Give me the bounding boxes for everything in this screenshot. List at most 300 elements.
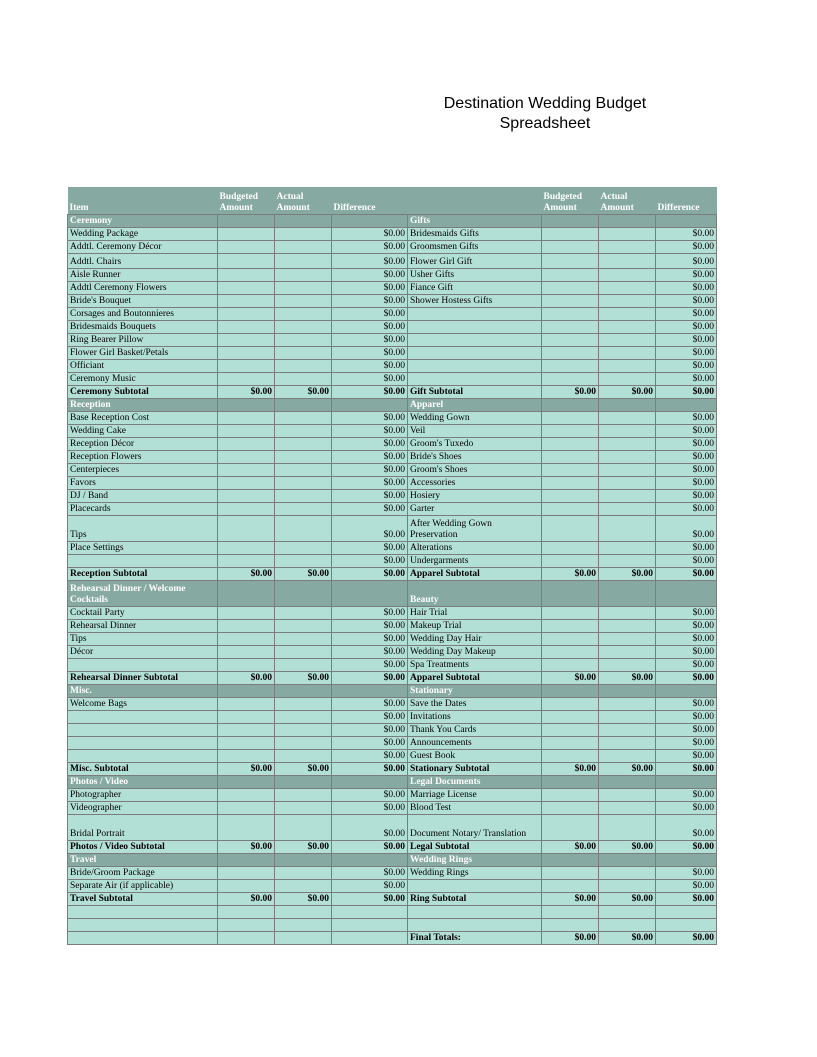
actual-cell[interactable]: $0.00 — [275, 568, 332, 581]
difference-cell[interactable]: $0.00 — [656, 789, 717, 802]
difference-cell[interactable] — [656, 919, 717, 932]
budgeted-cell[interactable] — [542, 698, 599, 711]
difference-cell[interactable]: $0.00 — [656, 893, 717, 906]
difference-cell[interactable]: $0.00 — [656, 607, 717, 620]
difference-cell[interactable] — [332, 685, 408, 698]
budgeted-cell[interactable]: $0.00 — [218, 763, 275, 776]
actual-cell[interactable] — [275, 750, 332, 763]
actual-cell[interactable] — [599, 321, 656, 334]
item-label-cell[interactable] — [408, 347, 542, 360]
actual-cell[interactable] — [599, 228, 656, 241]
difference-cell[interactable]: $0.00 — [656, 802, 717, 815]
budgeted-cell[interactable] — [542, 334, 599, 347]
difference-cell[interactable]: $0.00 — [332, 542, 408, 555]
actual-cell[interactable] — [275, 334, 332, 347]
item-label-cell[interactable]: Makeup Trial — [408, 620, 542, 633]
budgeted-cell[interactable] — [218, 241, 275, 254]
difference-cell[interactable]: $0.00 — [332, 724, 408, 737]
difference-cell[interactable]: $0.00 — [656, 438, 717, 451]
item-label-cell[interactable]: Undergarments — [408, 555, 542, 568]
actual-cell[interactable] — [599, 854, 656, 867]
actual-cell[interactable] — [275, 646, 332, 659]
actual-cell[interactable] — [599, 451, 656, 464]
actual-cell[interactable] — [599, 542, 656, 555]
actual-cell[interactable] — [275, 347, 332, 360]
budgeted-cell[interactable] — [542, 321, 599, 334]
actual-cell[interactable] — [599, 490, 656, 503]
difference-cell[interactable]: $0.00 — [656, 295, 717, 308]
difference-cell[interactable]: $0.00 — [332, 451, 408, 464]
difference-cell[interactable]: $0.00 — [656, 386, 717, 399]
item-label-cell[interactable] — [68, 932, 218, 945]
difference-cell[interactable]: $0.00 — [656, 555, 717, 568]
budgeted-cell[interactable] — [218, 269, 275, 282]
item-label-cell[interactable]: Wedding Gown — [408, 412, 542, 425]
difference-cell[interactable]: $0.00 — [656, 646, 717, 659]
difference-cell[interactable] — [656, 906, 717, 919]
actual-cell[interactable]: $0.00 — [599, 841, 656, 854]
actual-cell[interactable] — [275, 295, 332, 308]
item-label-cell[interactable]: Travel Subtotal — [68, 893, 218, 906]
actual-cell[interactable] — [275, 412, 332, 425]
item-label-cell[interactable]: Ceremony — [68, 215, 218, 228]
actual-cell[interactable] — [599, 360, 656, 373]
actual-cell[interactable] — [599, 620, 656, 633]
actual-cell[interactable] — [599, 503, 656, 516]
actual-cell[interactable] — [599, 815, 656, 841]
budgeted-cell[interactable] — [218, 295, 275, 308]
item-label-cell[interactable] — [408, 308, 542, 321]
budgeted-cell[interactable]: $0.00 — [542, 893, 599, 906]
item-label-cell[interactable]: Flower Girl Gift — [408, 254, 542, 269]
difference-cell[interactable] — [332, 776, 408, 789]
difference-cell[interactable]: $0.00 — [656, 308, 717, 321]
actual-cell[interactable] — [599, 789, 656, 802]
actual-cell[interactable] — [599, 308, 656, 321]
budgeted-cell[interactable] — [218, 451, 275, 464]
difference-cell[interactable]: $0.00 — [332, 698, 408, 711]
actual-cell[interactable] — [275, 854, 332, 867]
budgeted-cell[interactable] — [218, 282, 275, 295]
item-label-cell[interactable]: Bride's Bouquet — [68, 295, 218, 308]
item-label-cell[interactable]: Apparel — [408, 399, 542, 412]
actual-cell[interactable] — [599, 555, 656, 568]
actual-cell[interactable] — [275, 789, 332, 802]
actual-cell[interactable] — [275, 269, 332, 282]
difference-cell[interactable] — [656, 399, 717, 412]
budgeted-cell[interactable] — [542, 254, 599, 269]
budgeted-cell[interactable] — [542, 360, 599, 373]
difference-cell[interactable]: $0.00 — [656, 880, 717, 893]
budgeted-cell[interactable] — [218, 711, 275, 724]
budgeted-cell[interactable] — [542, 269, 599, 282]
budgeted-cell[interactable] — [218, 254, 275, 269]
difference-cell[interactable]: $0.00 — [656, 360, 717, 373]
budgeted-cell[interactable] — [218, 880, 275, 893]
item-label-cell[interactable] — [408, 334, 542, 347]
item-label-cell[interactable]: Gift Subtotal — [408, 386, 542, 399]
difference-cell[interactable]: $0.00 — [656, 228, 717, 241]
budgeted-cell[interactable] — [542, 737, 599, 750]
actual-cell[interactable] — [599, 906, 656, 919]
item-label-cell[interactable]: Bridesmaids Bouquets — [68, 321, 218, 334]
actual-cell[interactable] — [599, 802, 656, 815]
difference-cell[interactable]: $0.00 — [656, 620, 717, 633]
difference-cell[interactable]: $0.00 — [656, 841, 717, 854]
actual-cell[interactable] — [275, 633, 332, 646]
item-label-cell[interactable]: Reception Décor — [68, 438, 218, 451]
item-label-cell[interactable]: Favors — [68, 477, 218, 490]
budgeted-cell[interactable] — [542, 503, 599, 516]
budgeted-cell[interactable] — [218, 724, 275, 737]
actual-cell[interactable] — [275, 228, 332, 241]
actual-cell[interactable]: $0.00 — [275, 763, 332, 776]
actual-cell[interactable] — [275, 360, 332, 373]
difference-cell[interactable]: $0.00 — [656, 815, 717, 841]
item-label-cell[interactable]: Reception Flowers — [68, 451, 218, 464]
budgeted-cell[interactable] — [542, 241, 599, 254]
budgeted-cell[interactable]: $0.00 — [542, 763, 599, 776]
budgeted-cell[interactable] — [218, 308, 275, 321]
actual-cell[interactable] — [599, 867, 656, 880]
actual-cell[interactable] — [275, 254, 332, 269]
item-label-cell[interactable] — [408, 373, 542, 386]
item-label-cell[interactable] — [408, 321, 542, 334]
actual-cell[interactable] — [599, 607, 656, 620]
difference-cell[interactable]: $0.00 — [332, 633, 408, 646]
budgeted-cell[interactable]: $0.00 — [542, 386, 599, 399]
item-label-cell[interactable]: Spa Treatments — [408, 659, 542, 672]
budgeted-cell[interactable] — [218, 932, 275, 945]
item-label-cell[interactable]: Apparel Subtotal — [408, 672, 542, 685]
difference-cell[interactable] — [656, 854, 717, 867]
actual-cell[interactable] — [275, 241, 332, 254]
budgeted-cell[interactable] — [542, 724, 599, 737]
item-label-cell[interactable]: Rehearsal Dinner Subtotal — [68, 672, 218, 685]
budgeted-cell[interactable] — [218, 854, 275, 867]
difference-cell[interactable]: $0.00 — [656, 568, 717, 581]
difference-cell[interactable]: $0.00 — [656, 425, 717, 438]
actual-cell[interactable]: $0.00 — [599, 568, 656, 581]
actual-cell[interactable] — [599, 334, 656, 347]
difference-cell[interactable]: $0.00 — [332, 841, 408, 854]
budgeted-cell[interactable]: $0.00 — [542, 932, 599, 945]
difference-cell[interactable]: $0.00 — [332, 750, 408, 763]
item-label-cell[interactable]: Décor — [68, 646, 218, 659]
budgeted-cell[interactable] — [542, 347, 599, 360]
difference-cell[interactable]: $0.00 — [656, 750, 717, 763]
actual-cell[interactable] — [599, 215, 656, 228]
difference-cell[interactable]: $0.00 — [332, 659, 408, 672]
budgeted-cell[interactable] — [542, 451, 599, 464]
item-label-cell[interactable] — [68, 906, 218, 919]
budgeted-cell[interactable] — [542, 215, 599, 228]
difference-cell[interactable] — [656, 215, 717, 228]
difference-cell[interactable]: $0.00 — [656, 477, 717, 490]
actual-cell[interactable] — [275, 698, 332, 711]
difference-cell[interactable]: $0.00 — [656, 254, 717, 269]
actual-cell[interactable] — [599, 581, 656, 607]
item-label-cell[interactable]: Hair Trial — [408, 607, 542, 620]
item-label-cell[interactable]: Guest Book — [408, 750, 542, 763]
item-label-cell[interactable]: Wedding Package — [68, 228, 218, 241]
actual-cell[interactable] — [599, 464, 656, 477]
difference-cell[interactable] — [332, 854, 408, 867]
actual-cell[interactable] — [599, 776, 656, 789]
difference-cell[interactable]: $0.00 — [656, 321, 717, 334]
item-label-cell[interactable]: Bride/Groom Package — [68, 867, 218, 880]
item-label-cell[interactable] — [408, 906, 542, 919]
budgeted-cell[interactable] — [218, 321, 275, 334]
actual-cell[interactable] — [275, 906, 332, 919]
difference-cell[interactable]: $0.00 — [332, 789, 408, 802]
budgeted-cell[interactable] — [218, 347, 275, 360]
difference-cell[interactable]: $0.00 — [332, 412, 408, 425]
actual-cell[interactable] — [599, 646, 656, 659]
item-label-cell[interactable]: Tips — [68, 633, 218, 646]
item-label-cell[interactable]: Veil — [408, 425, 542, 438]
budgeted-cell[interactable] — [542, 490, 599, 503]
budgeted-cell[interactable] — [542, 438, 599, 451]
difference-cell[interactable]: $0.00 — [656, 347, 717, 360]
actual-cell[interactable] — [599, 750, 656, 763]
actual-cell[interactable] — [275, 932, 332, 945]
actual-cell[interactable] — [599, 919, 656, 932]
difference-cell[interactable]: $0.00 — [332, 490, 408, 503]
actual-cell[interactable]: $0.00 — [275, 841, 332, 854]
actual-cell[interactable] — [275, 542, 332, 555]
item-label-cell[interactable]: Tips — [68, 516, 218, 542]
budgeted-cell[interactable] — [542, 906, 599, 919]
item-label-cell[interactable]: Bridal Portrait — [68, 815, 218, 841]
budgeted-cell[interactable] — [542, 854, 599, 867]
item-label-cell[interactable]: Photos / Video Subtotal — [68, 841, 218, 854]
difference-cell[interactable]: $0.00 — [332, 672, 408, 685]
item-label-cell[interactable]: Wedding Cake — [68, 425, 218, 438]
difference-cell[interactable]: $0.00 — [656, 464, 717, 477]
difference-cell[interactable] — [656, 581, 717, 607]
budgeted-cell[interactable] — [218, 228, 275, 241]
difference-cell[interactable]: $0.00 — [332, 555, 408, 568]
difference-cell[interactable]: $0.00 — [656, 282, 717, 295]
budgeted-cell[interactable] — [218, 607, 275, 620]
actual-cell[interactable] — [275, 308, 332, 321]
budgeted-cell[interactable] — [542, 516, 599, 542]
budgeted-cell[interactable] — [218, 438, 275, 451]
item-label-cell[interactable]: Wedding Day Hair — [408, 633, 542, 646]
difference-cell[interactable] — [656, 776, 717, 789]
item-label-cell[interactable]: Rehearsal Dinner — [68, 620, 218, 633]
item-label-cell[interactable]: Usher Gifts — [408, 269, 542, 282]
item-label-cell[interactable]: Accessories — [408, 477, 542, 490]
difference-cell[interactable]: $0.00 — [332, 464, 408, 477]
budgeted-cell[interactable] — [218, 750, 275, 763]
budgeted-cell[interactable] — [542, 633, 599, 646]
item-label-cell[interactable] — [68, 659, 218, 672]
budgeted-cell[interactable] — [218, 698, 275, 711]
item-label-cell[interactable]: Invitations — [408, 711, 542, 724]
actual-cell[interactable] — [275, 880, 332, 893]
actual-cell[interactable] — [599, 425, 656, 438]
difference-cell[interactable]: $0.00 — [332, 646, 408, 659]
difference-cell[interactable]: $0.00 — [332, 373, 408, 386]
budgeted-cell[interactable] — [542, 646, 599, 659]
difference-cell[interactable] — [332, 215, 408, 228]
budgeted-cell[interactable] — [218, 776, 275, 789]
budgeted-cell[interactable] — [542, 412, 599, 425]
budgeted-cell[interactable] — [218, 477, 275, 490]
difference-cell[interactable]: $0.00 — [332, 228, 408, 241]
actual-cell[interactable]: $0.00 — [599, 386, 656, 399]
item-label-cell[interactable]: Centerpieces — [68, 464, 218, 477]
budgeted-cell[interactable]: $0.00 — [218, 841, 275, 854]
budgeted-cell[interactable] — [542, 425, 599, 438]
budgeted-cell[interactable] — [542, 867, 599, 880]
difference-cell[interactable]: $0.00 — [332, 282, 408, 295]
actual-cell[interactable] — [599, 516, 656, 542]
actual-cell[interactable] — [275, 711, 332, 724]
actual-cell[interactable] — [275, 438, 332, 451]
actual-cell[interactable]: $0.00 — [275, 893, 332, 906]
item-label-cell[interactable] — [408, 360, 542, 373]
actual-cell[interactable] — [599, 724, 656, 737]
actual-cell[interactable] — [599, 685, 656, 698]
actual-cell[interactable] — [275, 607, 332, 620]
item-label-cell[interactable] — [68, 724, 218, 737]
difference-cell[interactable]: $0.00 — [656, 412, 717, 425]
budgeted-cell[interactable] — [218, 867, 275, 880]
budgeted-cell[interactable] — [542, 542, 599, 555]
difference-cell[interactable]: $0.00 — [332, 308, 408, 321]
item-label-cell[interactable]: Groom's Shoes — [408, 464, 542, 477]
actual-cell[interactable] — [275, 919, 332, 932]
actual-cell[interactable] — [275, 477, 332, 490]
budgeted-cell[interactable] — [542, 880, 599, 893]
budgeted-cell[interactable] — [542, 789, 599, 802]
difference-cell[interactable]: $0.00 — [656, 269, 717, 282]
item-label-cell[interactable]: Travel — [68, 854, 218, 867]
actual-cell[interactable] — [599, 880, 656, 893]
item-label-cell[interactable]: Shower Hostess Gifts — [408, 295, 542, 308]
difference-cell[interactable]: $0.00 — [656, 633, 717, 646]
item-label-cell[interactable]: Wedding Rings — [408, 854, 542, 867]
item-label-cell[interactable]: Alterations — [408, 542, 542, 555]
item-label-cell[interactable]: Bridesmaids Gifts — [408, 228, 542, 241]
budgeted-cell[interactable] — [218, 815, 275, 841]
actual-cell[interactable] — [599, 282, 656, 295]
item-label-cell[interactable]: Corsages and Boutonnieres — [68, 308, 218, 321]
budgeted-cell[interactable] — [542, 802, 599, 815]
budgeted-cell[interactable]: $0.00 — [542, 568, 599, 581]
item-label-cell[interactable]: Videographer — [68, 802, 218, 815]
difference-cell[interactable]: $0.00 — [332, 620, 408, 633]
item-label-cell[interactable] — [408, 880, 542, 893]
item-label-cell[interactable]: Reception Subtotal — [68, 568, 218, 581]
difference-cell[interactable]: $0.00 — [332, 802, 408, 815]
difference-cell[interactable]: $0.00 — [332, 893, 408, 906]
actual-cell[interactable] — [599, 438, 656, 451]
actual-cell[interactable] — [275, 425, 332, 438]
actual-cell[interactable] — [275, 516, 332, 542]
budgeted-cell[interactable]: $0.00 — [218, 672, 275, 685]
difference-cell[interactable]: $0.00 — [656, 932, 717, 945]
budgeted-cell[interactable] — [542, 282, 599, 295]
item-label-cell[interactable]: Apparel Subtotal — [408, 568, 542, 581]
item-label-cell[interactable]: Misc. — [68, 685, 218, 698]
budgeted-cell[interactable] — [542, 555, 599, 568]
difference-cell[interactable]: $0.00 — [332, 386, 408, 399]
difference-cell[interactable]: $0.00 — [332, 438, 408, 451]
budgeted-cell[interactable]: $0.00 — [542, 672, 599, 685]
actual-cell[interactable] — [599, 295, 656, 308]
difference-cell[interactable]: $0.00 — [332, 295, 408, 308]
actual-cell[interactable] — [599, 698, 656, 711]
actual-cell[interactable] — [275, 282, 332, 295]
item-label-cell[interactable] — [408, 919, 542, 932]
actual-cell[interactable] — [275, 321, 332, 334]
difference-cell[interactable]: $0.00 — [656, 241, 717, 254]
difference-cell[interactable]: $0.00 — [656, 503, 717, 516]
item-label-cell[interactable]: Fiance Gift — [408, 282, 542, 295]
item-label-cell[interactable]: Groomsmen Gifts — [408, 241, 542, 254]
difference-cell[interactable]: $0.00 — [656, 724, 717, 737]
item-label-cell[interactable]: DJ / Band — [68, 490, 218, 503]
item-label-cell[interactable]: Photographer — [68, 789, 218, 802]
actual-cell[interactable] — [275, 802, 332, 815]
budgeted-cell[interactable] — [218, 215, 275, 228]
actual-cell[interactable] — [275, 737, 332, 750]
item-label-cell[interactable]: Stationary Subtotal — [408, 763, 542, 776]
item-label-cell[interactable]: Photos / Video — [68, 776, 218, 789]
item-label-cell[interactable] — [68, 711, 218, 724]
budgeted-cell[interactable] — [218, 399, 275, 412]
difference-cell[interactable]: $0.00 — [656, 711, 717, 724]
item-label-cell[interactable]: Final Totals: — [408, 932, 542, 945]
actual-cell[interactable] — [275, 555, 332, 568]
actual-cell[interactable] — [275, 464, 332, 477]
item-label-cell[interactable]: After Wedding Gown Preservation — [408, 516, 542, 542]
item-label-cell[interactable]: Officiant — [68, 360, 218, 373]
actual-cell[interactable] — [275, 776, 332, 789]
item-label-cell[interactable]: Ceremony Subtotal — [68, 386, 218, 399]
budgeted-cell[interactable] — [542, 750, 599, 763]
item-label-cell[interactable]: Thank You Cards — [408, 724, 542, 737]
actual-cell[interactable]: $0.00 — [275, 386, 332, 399]
budgeted-cell[interactable] — [542, 919, 599, 932]
item-label-cell[interactable]: Announcements — [408, 737, 542, 750]
actual-cell[interactable] — [275, 815, 332, 841]
item-label-cell[interactable]: Addtl. Chairs — [68, 254, 218, 269]
item-label-cell[interactable]: Aisle Runner — [68, 269, 218, 282]
budgeted-cell[interactable]: $0.00 — [218, 893, 275, 906]
difference-cell[interactable]: $0.00 — [656, 490, 717, 503]
budgeted-cell[interactable] — [542, 607, 599, 620]
budgeted-cell[interactable] — [218, 581, 275, 607]
actual-cell[interactable] — [275, 215, 332, 228]
actual-cell[interactable] — [599, 711, 656, 724]
actual-cell[interactable] — [599, 633, 656, 646]
difference-cell[interactable]: $0.00 — [656, 737, 717, 750]
actual-cell[interactable] — [275, 503, 332, 516]
item-label-cell[interactable]: Misc. Subtotal — [68, 763, 218, 776]
item-label-cell[interactable]: Ceremony Music — [68, 373, 218, 386]
actual-cell[interactable] — [275, 581, 332, 607]
budgeted-cell[interactable] — [542, 581, 599, 607]
difference-cell[interactable]: $0.00 — [656, 334, 717, 347]
actual-cell[interactable] — [275, 620, 332, 633]
budgeted-cell[interactable] — [218, 464, 275, 477]
difference-cell[interactable]: $0.00 — [332, 815, 408, 841]
